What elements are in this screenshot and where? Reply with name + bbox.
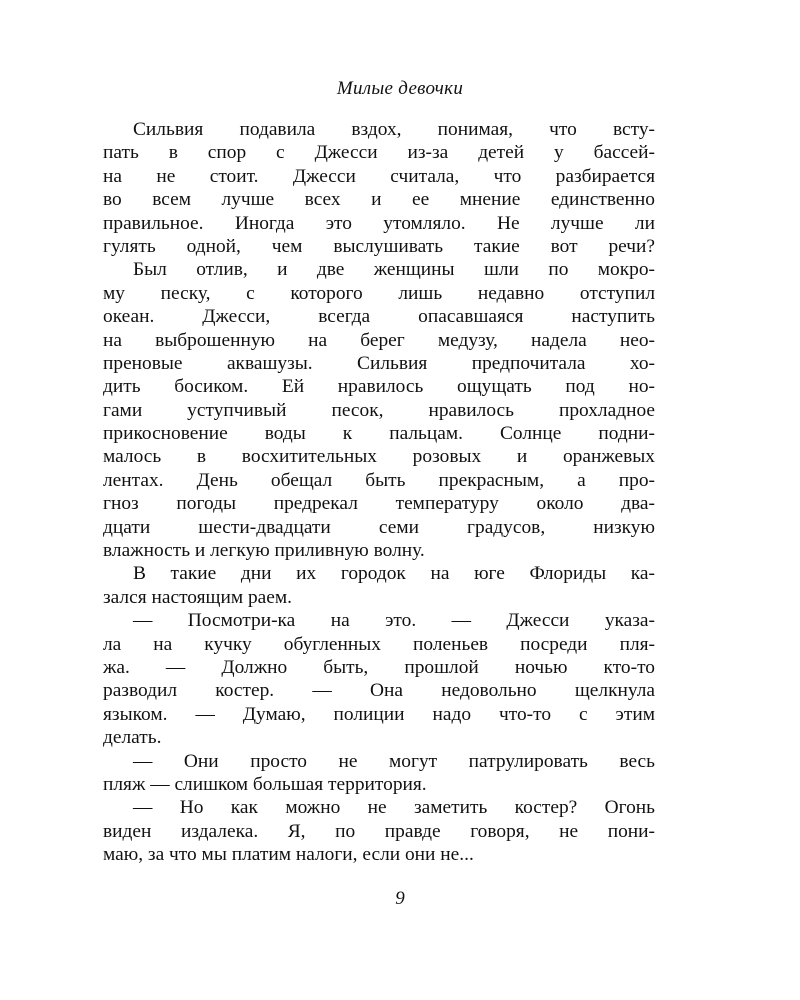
text-line: В такие дни их городок на юге Флориды ка- <box>133 563 655 585</box>
text-line: гами уступчивый песок, нравилось прохладное <box>103 399 655 421</box>
text-line: — Они просто не могут патрулировать весь <box>133 750 655 772</box>
text-line: маю, за что мы платим налоги, если они не... <box>103 844 474 866</box>
text-line: влажность и легкую приливную волну. <box>103 540 425 562</box>
text-line: правильное. Иногда это утомляло. Не лучше ли <box>103 212 655 234</box>
text-line: лентах. День обещал быть прекрасным, а про- <box>103 469 655 491</box>
text-line: виден издалека. Я, по правде говоря, не пони- <box>103 820 655 842</box>
text-line: разводил костер. — Она недовольно щелкнула <box>103 680 655 702</box>
text-line: — Но как можно не заметить костер? Огонь <box>133 797 655 819</box>
text-line: жа. — Должно быть, прошлой ночью кто-то <box>103 656 655 678</box>
text-line: делать. <box>103 727 162 749</box>
text-line: океан. Джесси, всегда опасавшаяся наступить <box>103 306 655 328</box>
text-line: на не стоит. Джесси считала, что разбирается <box>103 165 655 187</box>
text-line: гноз погоды предрекал температуру около два- <box>103 493 655 515</box>
running-head: Милые девочки <box>336 78 464 99</box>
text-line: му песку, с которого лишь недавно отступил <box>103 282 655 304</box>
text-line: пать в спор с Джесси из-за детей у бассей- <box>103 142 655 164</box>
text-line: — Посмотри-ка на это. — Джесси указа- <box>133 610 655 632</box>
text-line: гулять одной, чем выслушивать такие вот речи? <box>103 235 655 257</box>
body-text <box>103 118 655 867</box>
text-line: на выброшенную на берег медузу, надела нео- <box>103 329 655 351</box>
text-line: дцати шести-двадцати семи градусов, низкую <box>103 516 655 538</box>
text-line: преновые аквашузы. Сильвия предпочитала хо- <box>103 352 655 374</box>
text-line: ла на кучку обугленных поленьев посреди пля- <box>103 633 655 655</box>
page-number: 9 <box>395 888 405 909</box>
text-line: зался настоящим раем. <box>103 586 292 608</box>
text-line: во всем лучше всех и ее мнение единственно <box>103 189 655 211</box>
text-line: пляж — слишком большая территория. <box>103 773 427 795</box>
text-line: прикосновение воды к пальцам. Солнце подни- <box>103 423 655 445</box>
text-line: Был отлив, и две женщины шли по мокро- <box>133 259 655 281</box>
text-line: малось в восхитительных розовых и оранжевых <box>103 446 655 468</box>
text-line: дить босиком. Ей нравилось ощущать под но- <box>103 376 655 398</box>
text-line: Сильвия подавила вздох, понимая, что всту- <box>133 119 655 140</box>
text-line: языком. — Думаю, полиции надо что-то с этим <box>103 703 655 725</box>
